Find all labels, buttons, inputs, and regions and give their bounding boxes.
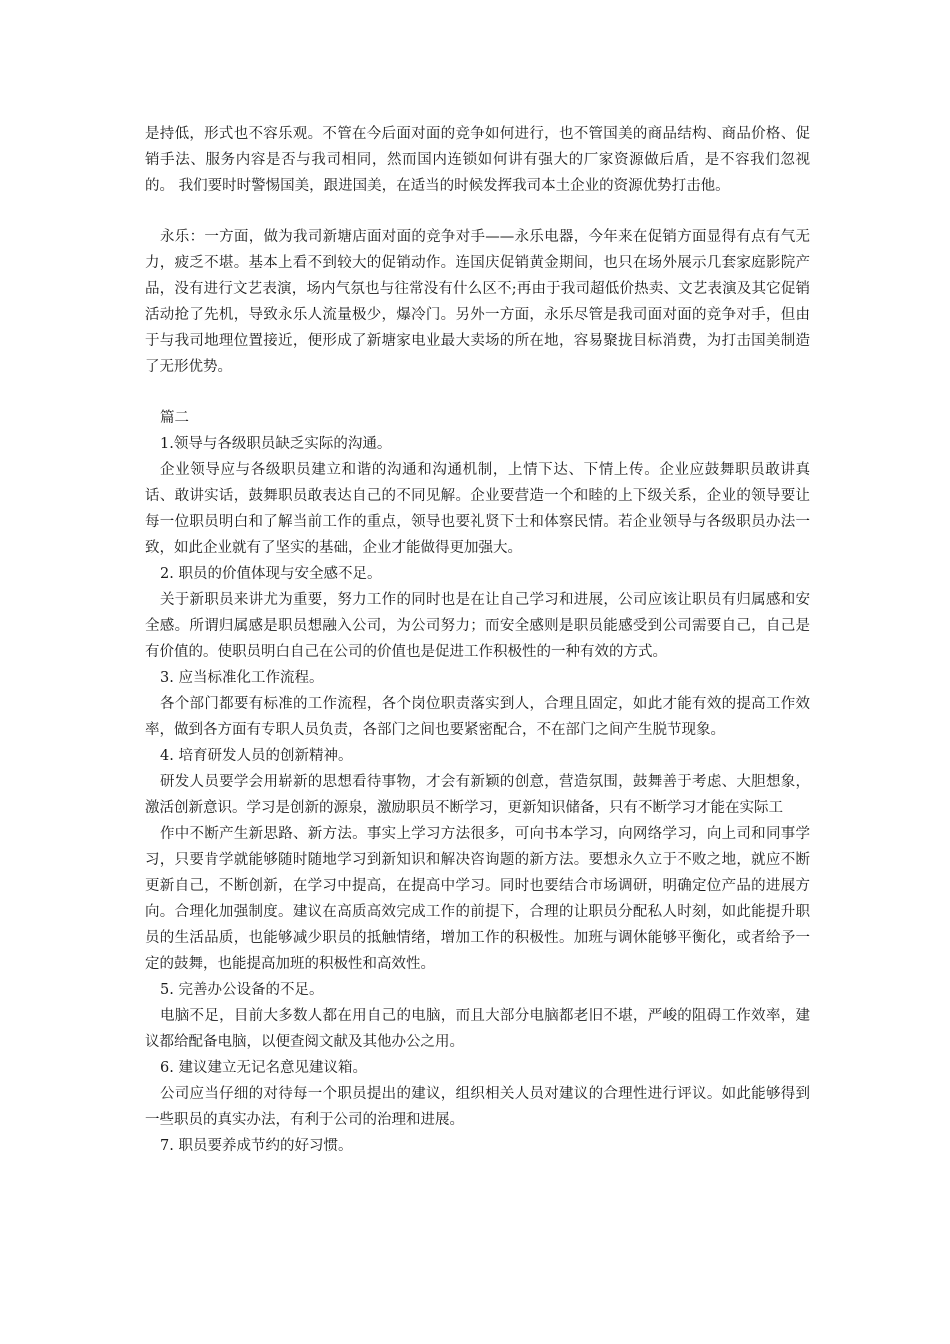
paragraph-spacer: [145, 380, 810, 405]
item-heading-4: 4. 培育研发人员的创新精神。: [160, 748, 353, 764]
item-heading-2: 2. 职员的价值体现与安全感不足。: [160, 566, 382, 582]
section-heading-part-two: 篇二: [160, 410, 189, 426]
item-heading-7: 7. 职员要养成节约的好习惯。: [160, 1138, 353, 1154]
item-heading-3: 3. 应当标准化工作流程。: [160, 670, 324, 686]
item-body-6: 公司应当仔细的对待每一个职员提出的建议，组织相关人员对建议的合理性进行评议。如此能够得到一些职员的真实办法，有利于公司的治理和进展。: [145, 1086, 810, 1128]
document-body: [145, 121, 810, 1159]
item-body-1: 企业领导应与各级职员建立和谐的沟通和沟通机制，上情下达、下情上传。企业应鼓舞职员敢讲真话、敢讲实话，鼓舞职员敢表达自己的不同见解。企业要营造一个和睦的上下级关系，企业的领导要让每一位职员明白和了解当前工作的重点，领导也要礼贤下士和体察民情。若企业领导与各级职员办法一致，如此企业就有了坚实的基础，企业才能做得更加强大。: [145, 462, 810, 556]
item-body-5: 电脑不足，目前大多数人都在用自己的电脑，而且大部分电脑都老旧不堪，严峻的阻碍工作效率，建议都给配备电脑，以便查阅文献及其他办公之用。: [145, 1008, 810, 1050]
paragraph-guomei-conclusion: 是持低，形式也不容乐观。不管在今后面对面的竞争如何进行，也不管国美的商品结构、商品价格、促销手法、服务内容是否与我司相同，然而国内连锁如何讲有强大的厂家资源做后盾，是不容我们忽视的。 我们要时时警惕国美，跟进国美，在适当的时候发挥我司本土企业的资源优势打击他。: [145, 126, 810, 194]
item-body-2: 关于新职员来讲尤为重要，努力工作的同时也是在让自己学习和进展，公司应该让职员有归属感和安全感。所谓归属感是职员想融入公司，为公司努力；而安全感则是职员能感受到公司需要自己，自己是有价值的。使职员明白自己在公司的价值也是促进工作积极性的一种有效的方式。: [145, 592, 810, 660]
item-body-4b: 作中不断产生新思路、新方法。事实上学习方法很多，可向书本学习，向网络学习，向上司和同事学习，只要肯学就能够随时随地学习到新知识和解决咨询题的新方法。要想永久立于不败之地，就应不断更新自己，不断创新，在学习中提高，在提高中学习。同时也要结合市场调研，明确定位产品的进展方向。合理化加强制度。建议在高质高效完成工作的前提下，合理的让职员分配私人时刻，如此能提升职员的生活品质，也能够减少职员的抵触情绪，增加工作的积极性。加班与调休能够平衡化，或者给予一定的鼓舞，也能提高加班的积极性和高效性。: [145, 826, 810, 972]
item-body-4a: 研发人员要学会用崭新的思想看待事物，才会有新颖的创意，营造氛围，鼓舞善于考虑、大胆想象，激活创新意识。学习是创新的源泉，激励职员不断学习，更新知识储备，只有不断学习才能在实际工: [145, 774, 810, 816]
item-heading-5: 5. 完善办公设备的不足。: [160, 982, 324, 998]
item-body-3: 各个部门都要有标准的工作流程，各个岗位职责落实到人，合理且固定，如此才能有效的提高工作效率，做到各方面有专职人员负责，各部门之间也要紧密配合，不在部门之间产生脱节现象。: [145, 696, 810, 738]
item-heading-6: 6. 建议建立无记名意见建议箱。: [160, 1060, 367, 1076]
paragraph-spacer: [145, 199, 810, 224]
paragraph-yongle: 永乐：一方面，做为我司新塘店面对面的竞争对手——永乐电器，今年来在促销方面显得有点有气无力，疲乏不堪。基本上看不到较大的促销动作。连国庆促销黄金期间，也只在场外展示几套家庭影院产品，没有进行文艺表演，场内气氛也与往常没有什么区不;再由于我司超低价热卖、文艺表演及其它促销活动抢了先机，导致永乐人流量极少，爆冷门。另外一方面，永乐尽管是我司面对面的竞争对手，但由于与我司地理位置接近，便形成了新塘家电业最大卖场的所在地，容易聚拢目标消费，为打击国美制造了无形优势。: [145, 229, 810, 375]
item-heading-1: 1.领导与各级职员缺乏实际的沟通。: [160, 436, 392, 452]
